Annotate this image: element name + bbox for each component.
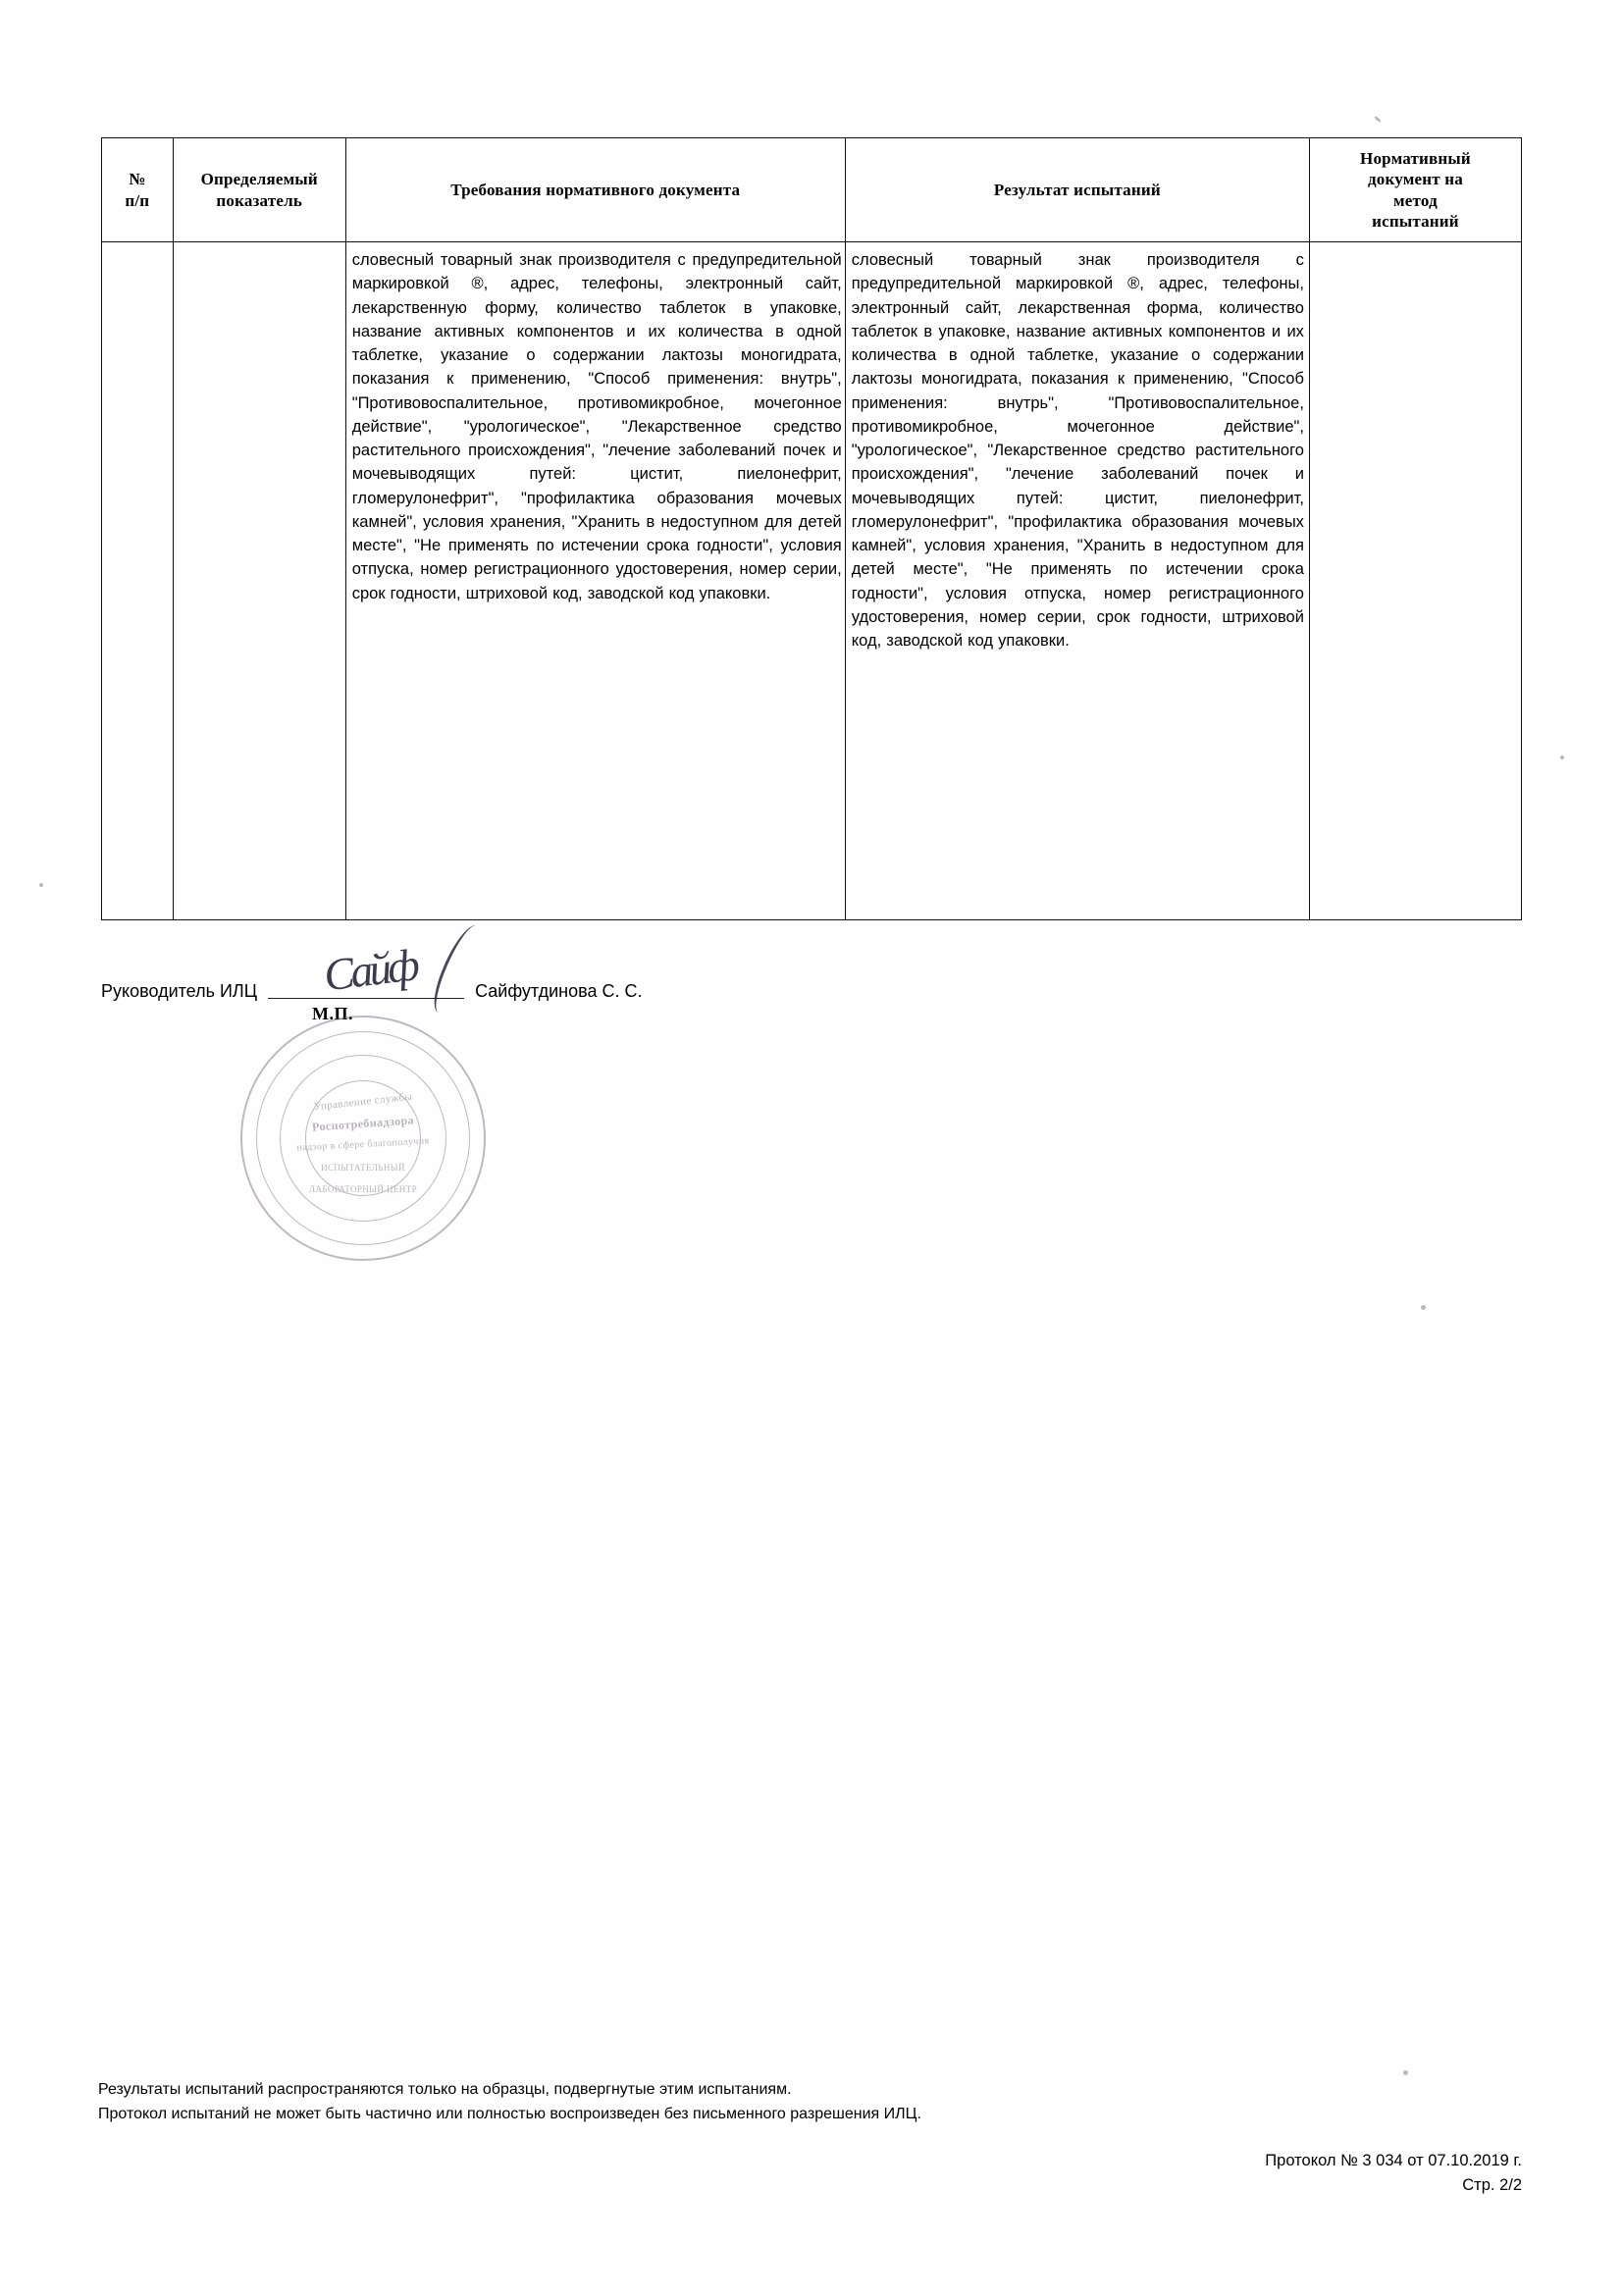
signature-name: Сайфутдинова С. С. xyxy=(475,981,643,1001)
column-header-norm-line1: Нормативный xyxy=(1360,149,1471,168)
cell-result xyxy=(845,242,1309,920)
protocol-reference xyxy=(1265,2149,1522,2198)
table-row xyxy=(102,242,1522,920)
scan-speck xyxy=(39,883,43,887)
footer-note-line-2: Протокол испытаний не может быть частично или полностью воспроизведен без письменного разрешения ИЛЦ. xyxy=(98,2105,921,2122)
handwritten-signature: Сайф xyxy=(321,939,419,1001)
protocol-number: Протокол № 3 034 от 07.10.2019 г. xyxy=(1265,2152,1522,2169)
signature-block xyxy=(101,981,984,1002)
stamp-line-5: ЛАБОРАТОРНЫЙ ЦЕНТР xyxy=(309,1184,417,1194)
scan-speck xyxy=(1374,116,1382,123)
signature-role-label: Руководитель ИЛЦ xyxy=(101,981,258,1001)
cell-norm-doc-text xyxy=(1310,242,1521,256)
stamp-line-3: надзор в сфере благополучия xyxy=(296,1135,430,1154)
scan-speck xyxy=(1560,756,1564,759)
footer-notes xyxy=(98,2078,1178,2127)
stamp-line-4: ИСПЫТАТЕЛЬНЫЙ xyxy=(321,1163,405,1173)
column-header-number-line1: № xyxy=(129,170,146,189)
official-stamp xyxy=(240,1016,486,1261)
table-header-row xyxy=(102,138,1522,242)
scan-speck xyxy=(1403,2070,1408,2075)
cell-indicator-text xyxy=(174,242,345,256)
stamp-line-1: Управление службы xyxy=(313,1090,413,1114)
cell-number-text xyxy=(102,242,173,256)
column-header-norm-doc xyxy=(1309,138,1521,242)
cell-indicator xyxy=(173,242,345,920)
column-header-result xyxy=(845,138,1309,242)
page-number: Стр. 2/2 xyxy=(1462,2175,1522,2194)
cell-requirements xyxy=(345,242,845,920)
column-header-norm-line3: метод xyxy=(1393,190,1438,210)
column-header-result-label: Результат испытаний xyxy=(993,180,1161,199)
stamp-line-2: Роспотребнадзора xyxy=(311,1113,415,1134)
cell-requirements-text: словесный товарный знак производителя с предупредительной маркировкой ®, адрес, телефоны, электронный сайт, лекарственную форму, количество таблеток в упаковке, название активных компонентов и их количества в одной таблетке, указание о содержании лактозы моногидрата, показания к применению, "Способ применения: внутрь", "Противовоспалительное, противомикробное, мочегонное действие", "урологическое", "Лекарственное средство растительного происхождения", "лечение заболеваний почек и мочевыводящих путей: цистит, пиелонефрит, гломерулонефрит", "профилактика образования мочевых камней", условия хранения, "Хранить в недоступном для детей месте", "Не применять по истечении срока годности", условия отпуска, номер регистрационного удостоверения, номер серии, срок годности, штриховой код, заводской код упаковки. xyxy=(351,251,842,602)
column-header-indicator-line2: показатель xyxy=(216,190,303,210)
column-header-indicator xyxy=(173,138,345,242)
column-header-number xyxy=(102,138,174,242)
column-header-requirements-label: Требования нормативного документа xyxy=(450,180,741,199)
footer-note-line-1: Результаты испытаний распространяются только на образцы, подвергнутые этим испытаниям. xyxy=(98,2081,792,2098)
column-header-norm-line4: испытаний xyxy=(1372,211,1459,231)
scan-speck xyxy=(1421,1305,1426,1310)
mp-label: М.П. xyxy=(312,1004,353,1023)
column-header-requirements xyxy=(345,138,845,242)
cell-result-text: словесный товарный знак производителя с предупредительной маркировкой ®, адрес, телефоны, электронный сайт, лекарственная форма, количество таблеток в упаковке, название активных компонентов и их количества в одной таблетке, указание о содержании лактозы моногидрата, показания к применению, "Способ применения: внутрь", "Противовоспалительное, противомикробное, мочегонное действие", "урологическое", "Лекарственное средство растительного происхождения", "лечение заболеваний почек и мочевыводящих путей: цистит, пиелонефрит, гломерулонефрит", "профилактика образования мочевых камней", условия хранения, "Хранить в недоступном для детей месте", "Не применять по истечении срока годности", условия отпуска, номер регистрационного удостоверения, номер серии, срок годности, штриховой код, заводской код упаковки. xyxy=(851,251,1304,650)
column-header-norm-line2: документ на xyxy=(1367,170,1463,189)
cell-number xyxy=(102,242,174,920)
column-header-number-line2: п/п xyxy=(125,190,150,210)
cell-norm-doc xyxy=(1309,242,1521,920)
column-header-indicator-line1: Определяемый xyxy=(200,170,318,189)
results-table xyxy=(101,137,1522,920)
